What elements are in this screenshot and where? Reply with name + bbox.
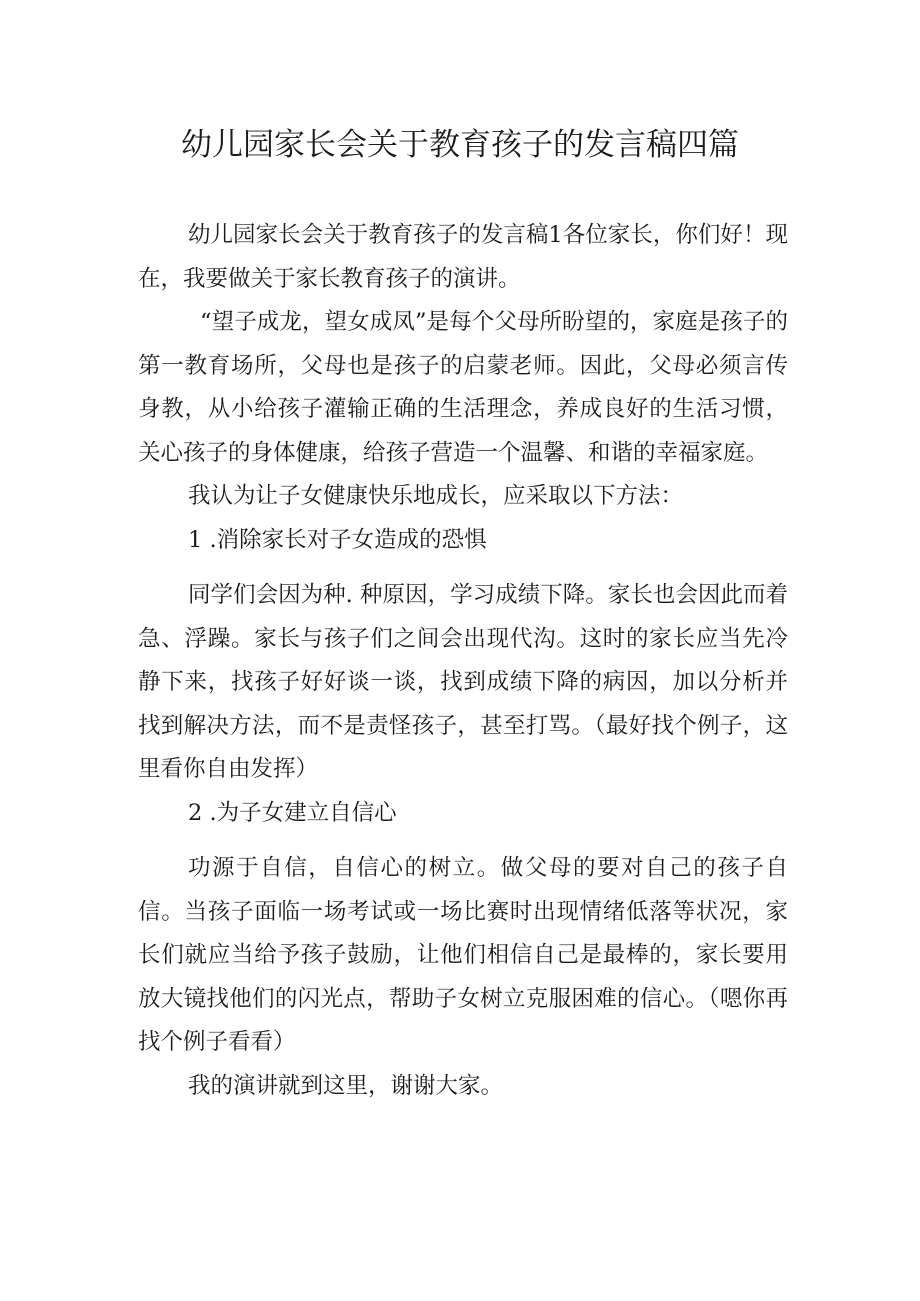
document-body [138,214,788,1108]
paragraph-methods-intro: 我认为让子女健康快乐地成长，应采取以下方法： [188,483,684,509]
paragraph-quote: “望子成龙，望女成凤”是每个父母所盼望的，家庭是孩子的第一教育场所，父母也是孩子的启蒙老师。因此，父母必须言传身教，从小给孩子灌输正确的生活理念，养成良好的生活习惯，关心孩子的身体健康，给孩子营造一个温馨、和谐的幸福家庭。 [138,309,788,466]
section-heading-2: 2 .为子女建立自信心 [188,799,397,826]
section-heading-1: 1 .消除家长对子女造成的恐惧 [188,526,487,553]
paragraph-section-2: 功源于自信，自信心的树立。做父母的要对自己的孩子自信。当孩子面临一场考试或一场比赛时出现情绪低落等状况，家长们就应当给予孩子鼓励，让他们相信自己是最棒的，家长要用放大镜找他们的闪光点，帮助子女树立克服困难的信心。（嗯你再找个例子看看） [138,855,788,1055]
document-title: 幼儿园家长会关于教育孩子的发言稿四篇 [181,127,739,163]
paragraph-section-1: 同学们会因为种. 种原因，学习成绩下降。家长也会因此而着急、浮躁。家长与孩子们之间会出现代沟。这时的家长应当先冷静下来，找孩子好好谈一谈，找到成绩下降的病因，加以分析并找到解决方法，而不是责怪孩子，甚至打骂。（最好找个例子，这里看你自由发挥） [138,582,788,782]
paragraph-intro: 幼儿园家长会关于教育孩子的发言稿1各位家长，你们好！现在，我要做关于家长教育孩子的演讲。 [138,222,788,292]
paragraph-closing: 我的演讲就到这里，谢谢大家。 [188,1072,504,1099]
